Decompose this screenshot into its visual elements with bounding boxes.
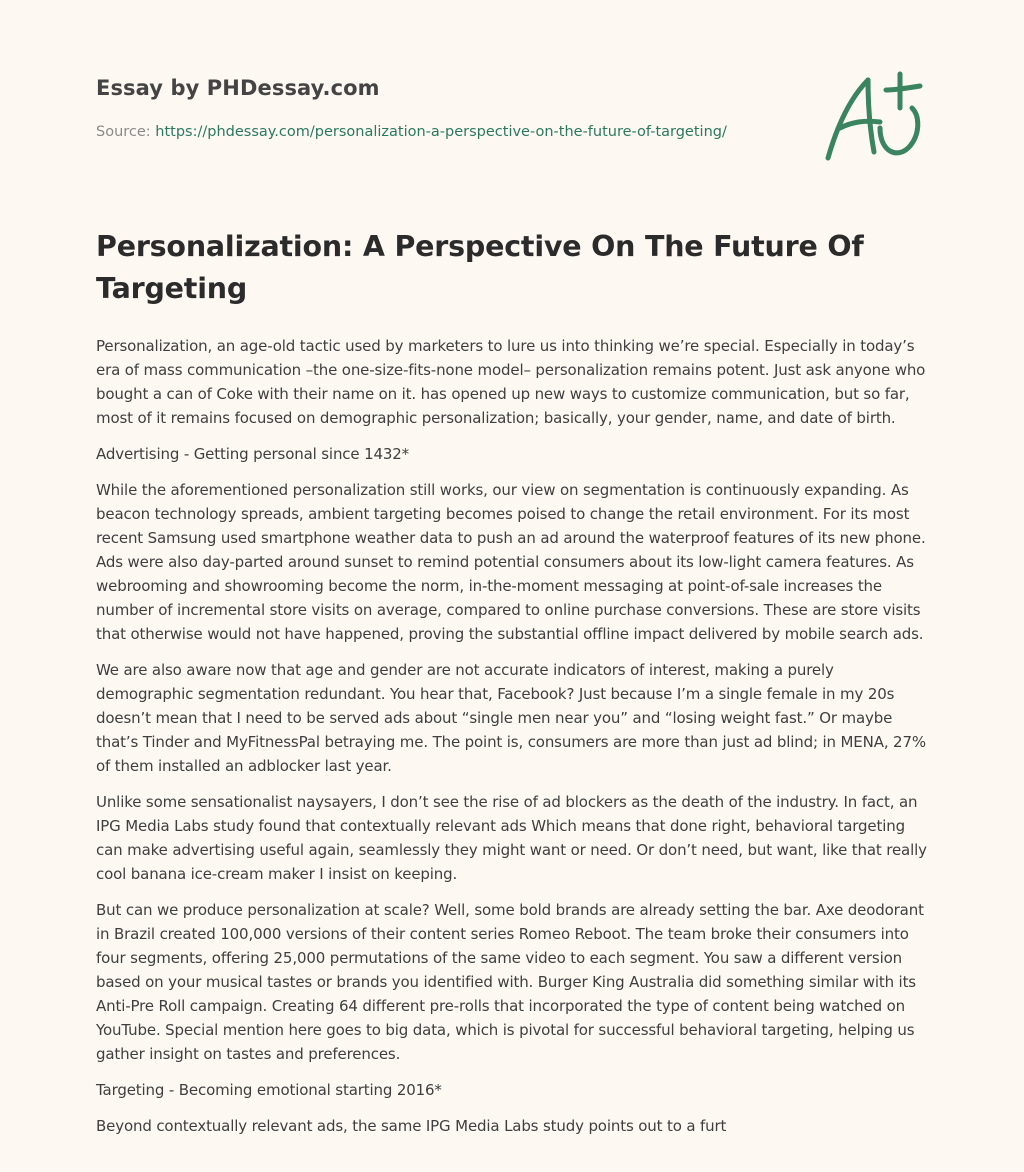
paragraph: We are also aware now that age and gender are not accurate indicators of interest, making a purely demographic segmentation redundant. You hear that, Facebook? Just because I’m a single female in my 20s doesn’t mean that I need to be served ads about “single men near you” and “losing weight fast.” Or maybe that’s Tinder and MyFitnessPal betraying me. The point is, consumers are more than just ad blind; in MENA, 27% of them installed an adblocker last year.: [96, 661, 926, 775]
site-title: Essay by PHDessay.com: [96, 76, 380, 100]
a-plus-grade-icon: [820, 68, 930, 168]
source-link[interactable]: https://phdessay.com/personalization-a-perspective-on-the-future-of-targeting/: [155, 124, 727, 140]
section-heading: Targeting - Becoming emotional starting 2016*: [96, 1081, 442, 1099]
section-heading: Advertising - Getting personal since 1432*: [96, 445, 410, 463]
paragraph: Personalization, an age-old tactic used by marketers to lure us into thinking we’re special. Especially in today’s era of mass communication –the one-size-fits-none model– personalization remains potent. Just ask anyone who bought a can of Coke with their name on it. has opened up new ways to customize communication, but so far, most of it remains focused on demographic personalization; basically, your gender, name, and date of birth.: [96, 337, 926, 427]
article: [96, 226, 932, 1150]
source-label: Source:: [96, 124, 151, 140]
page-header: [96, 76, 796, 140]
article-title: Personalization: A Perspective On The Future Of Targeting: [96, 230, 864, 305]
paragraph: Unlike some sensationalist naysayers, I don’t see the rise of ad blockers as the death of the industry. In fact, an IPG Media Labs study found that contextually relevant ads Which means that done right, behavioral targeting can make advertising useful again, seamlessly they might want or need. Or don’t need, but want, like that really cool banana ice-cream maker I insist on keeping.: [96, 793, 927, 883]
paragraph: But can we produce personalization at scale? Well, some bold brands are already setting the bar. Axe deodorant in Brazil created 100,000 versions of their content series Romeo Reboot. The team broke their consumers into four segments, offering 25,000 permutations of the same video to each segment. You saw a different version based on your musical tastes or brands you identified with. Burger King Australia did something similar with its Anti-Pre Roll campaign. Creating 64 different pre-rolls that incorporated the type of content being watched on YouTube. Special mention here goes to big data, which is pivotal for successful behavioral targeting, helping us gather insight on tastes and preferences.: [96, 901, 924, 1063]
source-line: [96, 124, 796, 140]
paragraph: Beyond contextually relevant ads, the same IPG Media Labs study points out to a furt: [96, 1117, 727, 1135]
paragraph: While the aforementioned personalization still works, our view on segmentation is continuously expanding. As beacon technology spreads, ambient targeting becomes poised to change the retail environment. For its most recent Samsung used smartphone weather data to push an ad around the waterproof features of its new phone. Ads were also day-parted around sunset to remind potential consumers about its low-light camera features. As webrooming and showrooming become the norm, in-the-moment messaging at point-of-sale increases the number of incremental store visits on average, compared to online purchase conversions. These are store visits that otherwise would not have happened, proving the substantial offline impact delivered by mobile search ads.: [96, 481, 926, 643]
